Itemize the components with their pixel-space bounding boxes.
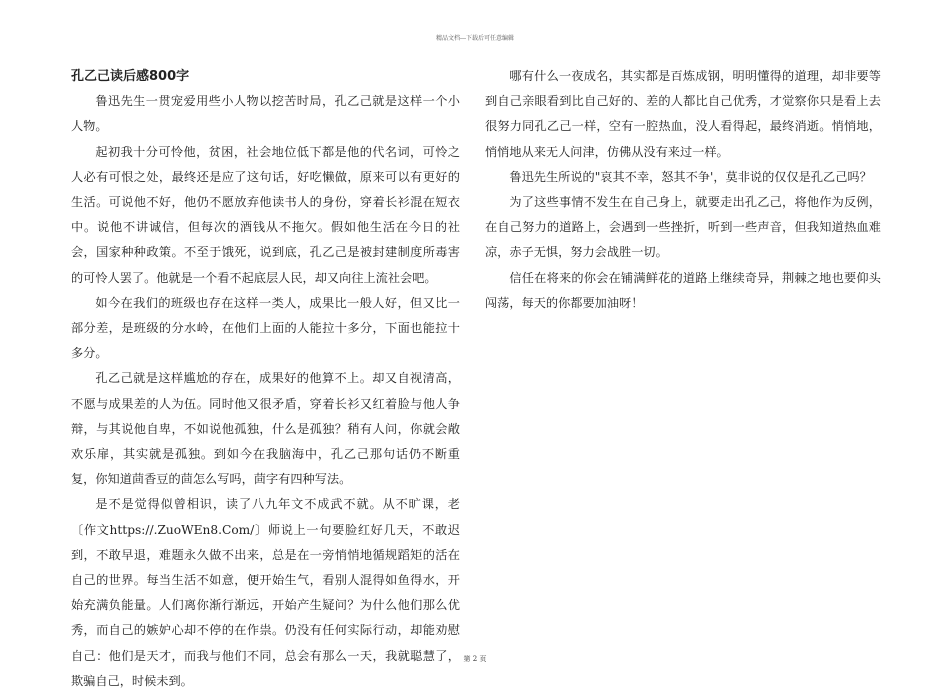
paragraph: 信任在将来的你会在铺满鲜花的道路上继续奇异，荆棘之地也要仰头闯荡，每天的你都要加油呀！ — [485, 270, 881, 310]
paragraph: 如今在我们的班级也存在这样一类人，成果比一般人好，但又比一部分差，是班级的分水岭，在他们上面的人能拉十多分，下面也能拉十多分。 — [71, 295, 460, 361]
paragraph: 为了这些事情不发生在自己身上，就要走出孔乙己，将他作为反例，在自己努力的道路上，会遇到一些挫折，听到一些声音，但我知道热血难凉，赤子无惧，努力会战胜一切。 — [485, 195, 881, 260]
paragraph: 起初我十分可怜他，贫困，社会地位低下都是他的代名词，可怜之人必有可恨之处，最终还是应了这句话，好吃懒做，原来可以有更好的生活。可说他不好，他仍不愿放弃他读书人的身份，穿着长衫混在短衣中。说他不讲诚信，但每次的酒钱从不拖欠。假如他生活在今日的社会，国家种种政策。不至于饿死，说到底，孔乙己是被封建制度所毒害的可怜人罢了。他就是一个看不起底层人民，却又向往上流社会吧。 — [71, 144, 460, 285]
left-column — [71, 64, 460, 694]
paragraph: 哪有什么一夜成名，其实都是百炼成钢，明明懂得的道理，却非要等到自己亲眼看到比自己好的、差的人都比自己优秀，才觉察你只是看上去很努力同孔乙己一样，空有一腔热血，没人看得起，最终消逝。悄悄地，悄悄地从来无人问津，仿佛从没有来过一样。 — [485, 69, 881, 159]
paragraph: 是不是觉得似曾相识，读了八九年文不成武不就。从不旷课，老〔作文https://.ZuoWEn8.Com/〕师说上一句要脸红好几天，不敢迟到，不敢早退，难题永久做不出来，总是在一旁悄悄地循规蹈矩的活在自己的世界。每当生活不如意，便开始生气，看别人混得如鱼得水，开始充满负能量。人们离你渐行渐远，开始产生疑问？为什么他们那么优秀，而自己的嫉妒心却不停的在作祟。仍没有任何实际行动，却能劝慰自己：他们是天才，而我与他们不同，总会有那么一天，我就聪慧了，欺骗自己，时候未到。 — [71, 497, 460, 688]
right-column — [485, 64, 881, 316]
paragraph: 孔乙己就是这样尴尬的存在，成果好的他算不上。却又自视清高，不愿与成果差的人为伍。同时他又很矛盾，穿着长衫又红着脸与他人争辩，与其说他自卑，不如说他孤独，什么是孤独？稍有人问，你就会敞欢乐扉，其实就是孤独。到如今在我脑海中，孔乙己那句话仍不断重复，你知道茴香豆的茴怎么写吗，茴字有四种写法。 — [71, 371, 460, 487]
paragraph: 鲁迅先生一贯宠爱用些小人物以挖苦时局，孔乙己就是这样一个小人物。 — [71, 94, 460, 134]
page-number: 第 2 页 — [463, 655, 487, 663]
page-header: 精品文档---下载后可任意编辑 — [435, 35, 515, 42]
paragraph: 鲁迅先生所说的"哀其不幸，怒其不争'，莫非说的仅仅是孔乙己吗？ — [509, 169, 872, 184]
document-title: 孔乙己读后感800字 — [71, 69, 190, 84]
